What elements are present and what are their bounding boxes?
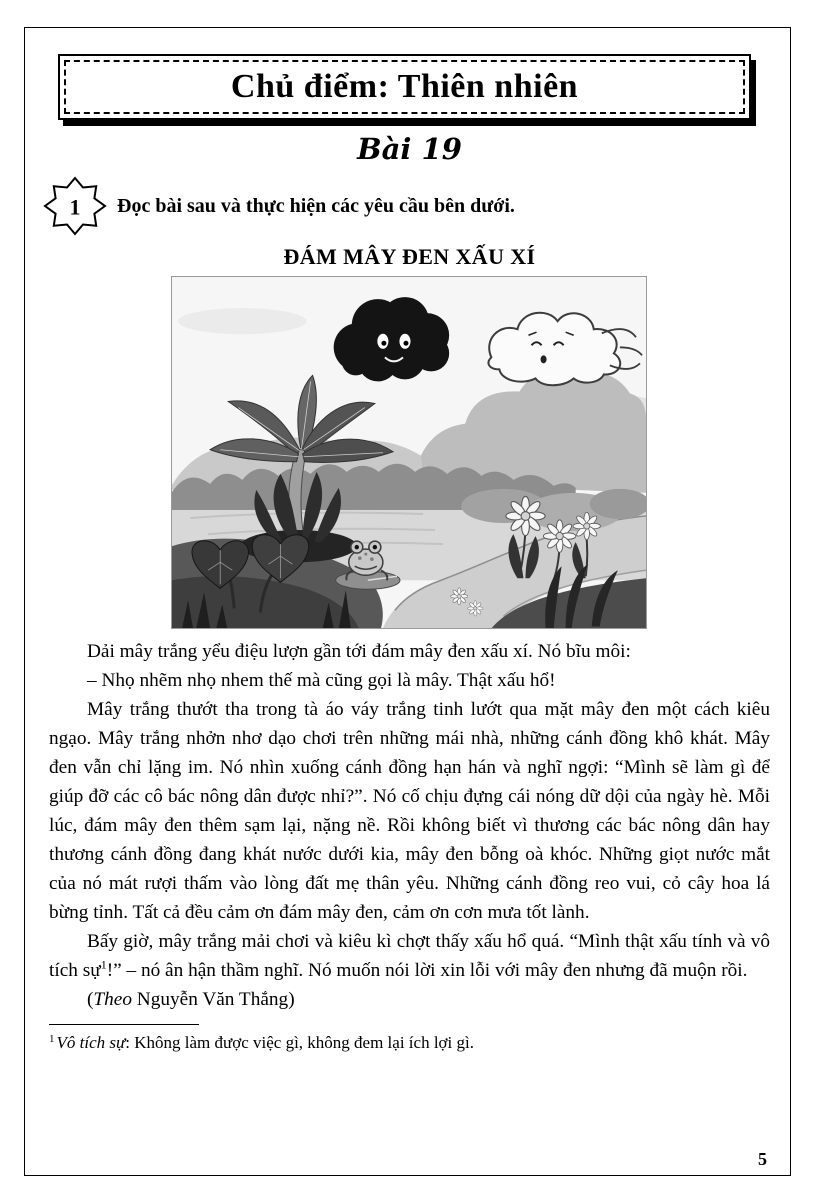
page-border-frame [24,27,791,1176]
story-paragraph-3: Mây trắng thướt tha trong tà áo váy trắng tinh lướt qua mặt mây đen một cách kiêu ngạo. Mây trắng nhởn nhơ dạo chơi trên những mái nhà, những cánh đồng khô khát. Mây đen vẫn chỉ lặng im. Nó nhìn xuống cánh đồng hạn hán và nghĩ ngợi: “Mình sẽ làm gì để giúp đỡ các cô bác nông dân được nhỉ?”. Nó cố chịu đựng cái nóng dữ dội của ngày hè. Mỗi lúc, đám mây đen thêm sạm lại, nặng nề. Rồi không biết vì thương các bác nông dân hay thương cánh đồng đang khát nước dưới kia, mây đen bỗng oà khóc. Những giọt nước mắt của nó mát rượi thấm vào lòng đất mẹ thân yêu. Những cánh đồng reo vui, cỏ cây hoa lá bừng tỉnh. Tất cả đều cảm ơn đám mây đen, cảm ơn cơn mưa tốt lành. [49,699,770,924]
footnote-divider [49,1024,199,1025]
footnote [49,1024,770,1054]
story-illustration [171,276,647,629]
footnote-term: Vô tích sự [56,1033,126,1053]
chapter-header-box [58,54,751,120]
chapter-title: Chủ điểm: Thiên nhiên [230,68,579,105]
exercise-number: 1 [69,194,81,220]
starburst-icon [43,176,107,236]
story-paragraph-4: Bấy giờ, mây trắng mải chơi và kiêu kì chợt thấy xấu hổ quá. “Mình thật xấu tính và vô tích sự$^1$!” – nó ân hận thầm nghĩ. Nó muốn nói lời xin lỗi với mây đen nhưng đã muộn rồi. [49,931,770,982]
story-attribution: (Theo Nguyễn Văn Thắng) [87,989,295,1011]
lesson-title: Bài 19 [357,132,462,166]
story-paragraph-2: – Nhọ nhẽm nhọ nhem thế mà cũng gọi là mây. Thật xấu hổ! [87,670,556,692]
footnote-marker: 1 [49,1032,55,1045]
page-number: 5 [758,1149,767,1169]
story-body [49,637,770,1014]
exercise-instruction: Đọc bài sau và thực hiện các yêu cầu bên dưới. [117,194,515,217]
story-title: ĐÁM MÂY ĐEN XẤU XÍ [283,244,536,269]
exercise-1 [43,176,770,236]
starburst-badge [43,176,107,236]
footnote-reference: 1 [100,958,107,973]
footnote-definition: : Không làm được việc gì, không đem lại ích lợi gì. [125,1033,474,1053]
chapter-header-inner [64,60,745,114]
story-paragraph-1: Dải mây trắng yểu điệu lượn gần tới đám mây đen xấu xí. Nó bĩu môi: [87,641,631,663]
footnote-text [49,1031,770,1054]
